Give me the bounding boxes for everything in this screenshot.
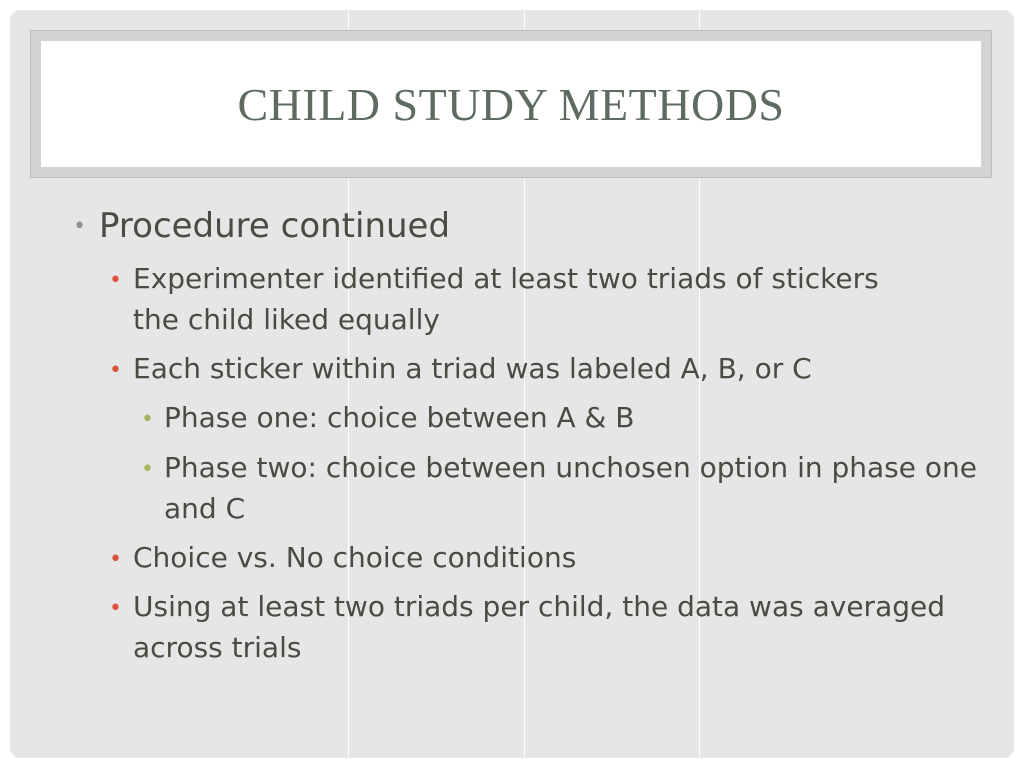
bullet-item-level2: Each sticker within a triad was labeled A, B, or C [133,352,812,385]
bullet-dot: • [109,596,122,621]
bullet-item-level3: Phase one: choice between A & B [164,401,635,434]
bullet-dot: • [73,214,86,239]
bullet-item-level2: Using at least two triads per child, the data was averaged across trials [133,590,945,664]
bullet-dot: • [141,457,154,482]
bullet-item-level3: Phase two: choice between unchosen option in phase one and C [164,451,977,525]
bullet-dot: • [109,547,122,572]
slide-title: CHILD STUDY METHODS [237,78,785,130]
bullet-dot: • [109,268,122,293]
bullet-dot: • [109,358,122,383]
bullet-item-level1: Procedure continued [99,206,451,246]
bullet-item-level2: Experimenter identified at least two triads of stickers the child liked equally [133,262,879,336]
bullet-dot: • [141,407,154,432]
slide [10,10,1014,758]
bullet-item-level2: Choice vs. No choice conditions [133,541,577,574]
bullet-list [10,10,1014,758]
